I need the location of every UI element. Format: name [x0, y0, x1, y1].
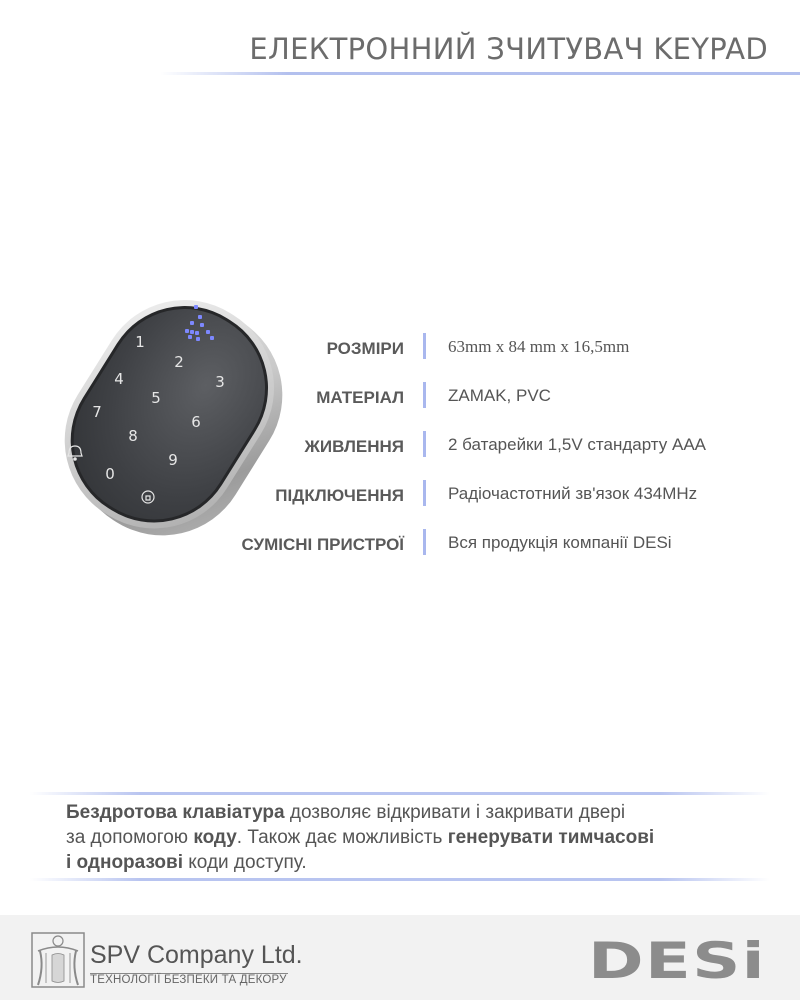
- desc-text: за допомогою: [66, 827, 194, 848]
- description-divider-bottom: [30, 878, 770, 881]
- desc-text: дозволяє відкривати і закривати двері: [284, 802, 626, 823]
- key-6[interactable]: 6: [191, 413, 201, 431]
- spec-separator: [423, 333, 426, 359]
- spec-separator: [423, 529, 426, 555]
- spec-value: ZAMAK, PVC: [448, 386, 551, 405]
- spec-label: РОЗМІРИ: [326, 339, 404, 358]
- spec-row-dimensions: [200, 331, 780, 361]
- key-5[interactable]: 5: [151, 389, 161, 407]
- spec-label: ПІДКЛЮЧЕННЯ: [275, 486, 404, 505]
- desc-bold: генерувати тимчасові: [447, 827, 655, 848]
- spec-value: Вся продукція компанії DESi: [448, 533, 672, 552]
- key-2[interactable]: 2: [174, 353, 184, 371]
- spec-separator: [423, 431, 426, 457]
- desc-bold: і одноразові: [66, 852, 183, 873]
- footer: [0, 915, 800, 1000]
- desc-bold: коду: [193, 827, 237, 848]
- page-title: ЕЛЕКТРОННИЙ ЗЧИТУВАЧ KEYPAD: [249, 32, 768, 66]
- key-9[interactable]: 9: [168, 451, 178, 469]
- spec-value: Радіочастотний зв'язок 434MHz: [448, 484, 698, 503]
- spec-label: СУМІСНІ ПРИСТРОЇ: [241, 535, 404, 554]
- spec-row-power: [200, 429, 780, 459]
- title-underline: [160, 72, 800, 75]
- desc-text: . Також дає можливість: [236, 827, 448, 848]
- company-tagline: ТЕХНОЛОГІЇ БЕЗПЕКИ ТА ДЕКОРУ: [90, 974, 287, 986]
- product-description: [66, 800, 766, 875]
- description-divider-top: [30, 792, 770, 795]
- key-1[interactable]: 1: [135, 333, 145, 351]
- spec-separator: [423, 480, 426, 506]
- key-0[interactable]: 0: [105, 465, 115, 483]
- spec-label: МАТЕРІАЛ: [316, 388, 404, 407]
- desc-bold: Бездротова клавіатура: [66, 802, 285, 823]
- spec-row-material: [200, 380, 780, 410]
- spec-value: 2 батарейки 1,5V стандарту AAA: [448, 435, 707, 454]
- key-4[interactable]: 4: [114, 370, 124, 388]
- company-name: SPV Company Ltd.: [90, 941, 303, 969]
- key-8[interactable]: 8: [128, 427, 138, 445]
- desi-brand-logo: [588, 935, 768, 981]
- spec-row-compatible-devices: [200, 527, 780, 557]
- key-3[interactable]: 3: [215, 373, 225, 391]
- desi-brand-text: DESi: [588, 935, 766, 981]
- spec-label: ЖИВЛЕННЯ: [304, 437, 404, 456]
- spv-company-logo-icon: [30, 929, 86, 989]
- desc-text: коди доступу.: [183, 852, 307, 873]
- spec-row-connection: [200, 478, 780, 508]
- key-7[interactable]: 7: [92, 403, 102, 421]
- spec-value: 63mm x 84 mm x 16,5mm: [448, 337, 630, 356]
- spec-separator: [423, 382, 426, 408]
- keypad-device-image: [40, 285, 310, 560]
